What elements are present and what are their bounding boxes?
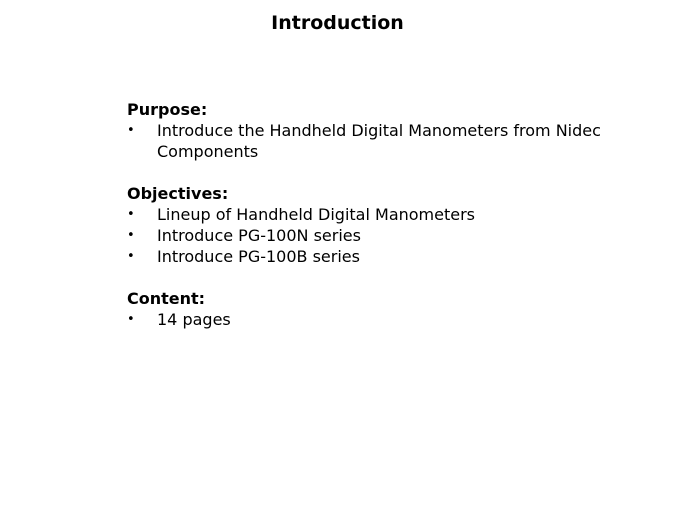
bullet-icon: • xyxy=(127,228,135,243)
bullet-icon: • xyxy=(127,123,135,138)
list-item xyxy=(127,204,607,225)
content-list xyxy=(127,309,607,330)
bullet-icon: • xyxy=(127,312,135,327)
bullet-icon: • xyxy=(127,207,135,222)
bullet-text: Introduce PG-100B series xyxy=(157,247,360,266)
list-item xyxy=(127,246,607,267)
objectives-section xyxy=(127,183,607,267)
purpose-section xyxy=(127,99,607,162)
bullet-text: 14 pages xyxy=(157,310,231,329)
content-section xyxy=(127,288,607,330)
purpose-list xyxy=(127,120,607,162)
objectives-list xyxy=(127,204,607,267)
slide-content xyxy=(127,99,607,351)
bullet-text: Lineup of Handheld Digital Manometers xyxy=(157,205,476,224)
slide-title: Introduction xyxy=(271,12,404,34)
list-item xyxy=(127,225,607,246)
objectives-heading: Objectives: xyxy=(127,184,229,203)
list-item xyxy=(127,309,607,330)
purpose-heading: Purpose: xyxy=(127,100,208,119)
list-item xyxy=(127,120,607,162)
content-heading: Content: xyxy=(127,289,206,308)
bullet-text: Introduce PG-100N series xyxy=(157,226,361,245)
bullet-text: Introduce the Handheld Digital Manometers from Nidec Components xyxy=(157,121,601,161)
bullet-icon: • xyxy=(127,249,135,264)
